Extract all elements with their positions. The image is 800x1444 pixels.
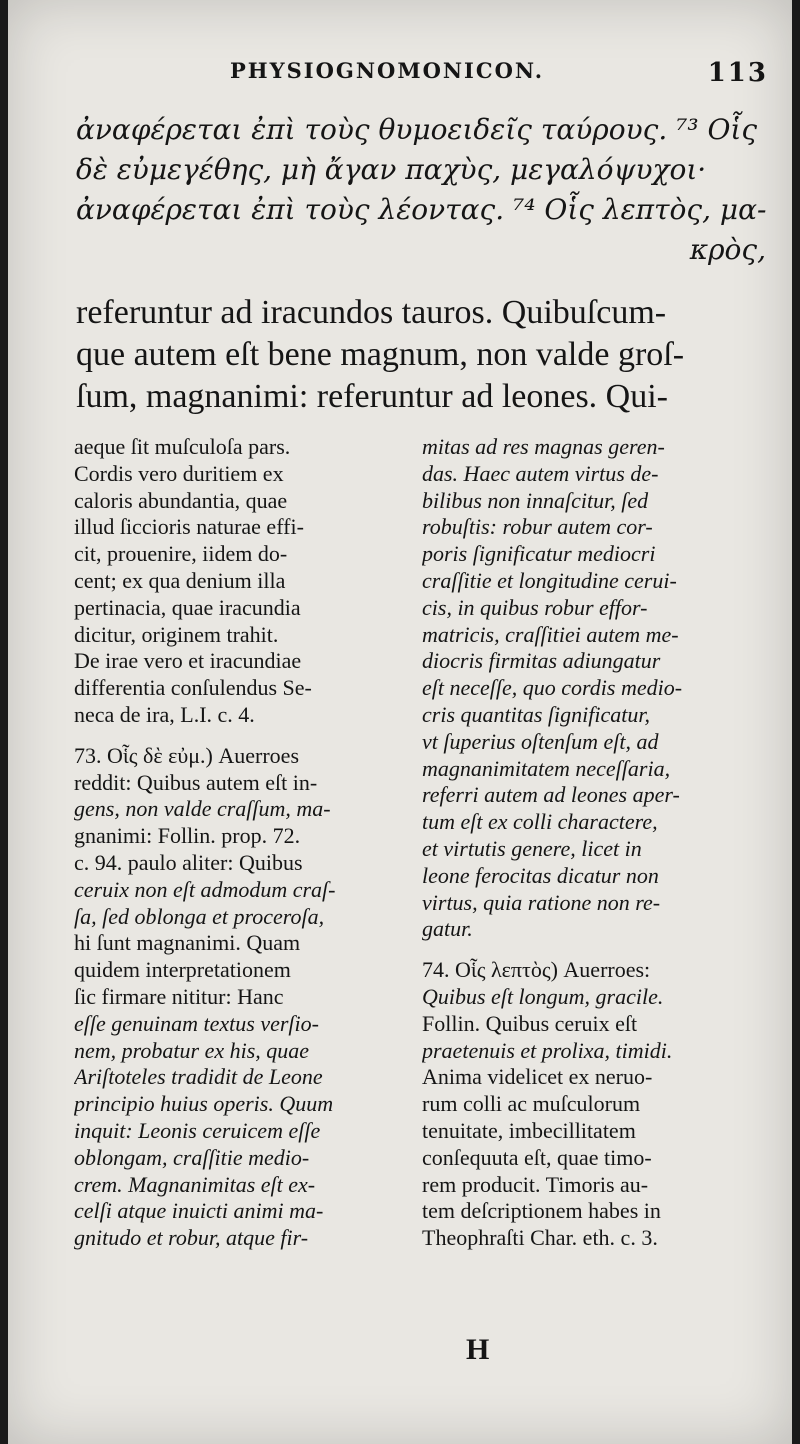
commentary-line: Anima videlicet ex neruo- bbox=[422, 1064, 653, 1090]
commentary-line: Follin. Quibus ceruix eſt bbox=[422, 1010, 638, 1036]
greek-line: κρὸς, bbox=[689, 233, 766, 266]
commentary-line: diocris firmitas adiungatur bbox=[422, 648, 661, 674]
greek-text-block bbox=[76, 110, 776, 270]
commentary-line: dicitur, originem trahit. bbox=[74, 621, 279, 647]
commentary-line: ceruix non eſt admodum craſ- bbox=[74, 876, 336, 902]
commentary-line: eſſe genuinam textus verſio- bbox=[74, 1010, 319, 1036]
commentary-line: gatur. bbox=[422, 916, 473, 942]
commentary-line: cit, prouenire, iidem do- bbox=[74, 541, 288, 567]
commentary-line: crem. Magnanimitas eſt ex- bbox=[74, 1171, 316, 1197]
greek-line: ἀναφέρεται ἐπὶ τοὺς θυμοειδεῖς ταύρους. ⁷³ Οἷς bbox=[76, 113, 758, 146]
commentary-line: gnanimi: Follin. prop. 72. bbox=[74, 823, 301, 849]
commentary-line: c. 94. paulo aliter: Quibus bbox=[74, 849, 303, 875]
commentary-line: eſt neceſſe, quo cordis medio- bbox=[422, 675, 683, 701]
latin-line: referuntur ad iracundos tauros. Quibuſcum- bbox=[76, 294, 667, 331]
greek-line: ἀναφέρεται ἐπὶ τοὺς λέοντας. ⁷⁴ Οἷς λεπτὸς, μα- bbox=[76, 193, 767, 226]
commentary-line: praetenuis et prolixa, timidi. bbox=[422, 1037, 673, 1063]
commentary-line: conſequuta eſt, quae timo- bbox=[422, 1144, 652, 1170]
page-number: 113 bbox=[707, 58, 768, 88]
commentary-line: craſſitie et longitudine cerui- bbox=[422, 567, 677, 593]
commentary-line: tem deſcriptionem habes in bbox=[422, 1198, 661, 1224]
commentary-line: mitas ad res magnas geren- bbox=[422, 434, 665, 459]
commentary-line: De irae vero et iracundiae bbox=[74, 648, 302, 674]
commentary-line: quidem interpretationem bbox=[74, 957, 291, 983]
commentary-line: Theophraſti Char. eth. c. 3. bbox=[422, 1225, 658, 1251]
commentary-line: 74. Οἷς λεπτὸς) Auerroes: bbox=[422, 957, 651, 983]
commentary-line: bilibus non innaſcitur, ſed bbox=[422, 487, 649, 513]
commentary-line: celſi atque inuicti animi ma- bbox=[74, 1198, 324, 1224]
commentary-line: hi ſunt magnanimi. Quam bbox=[74, 930, 301, 956]
commentary-line: magnanimitatem neceſſaria, bbox=[422, 755, 671, 781]
commentary-line: Cordis vero duritiem ex bbox=[74, 460, 284, 486]
commentary-line: gens, non valde craſſum, ma- bbox=[74, 796, 331, 822]
commentary-line: differentia conſulendus Se- bbox=[74, 675, 312, 701]
commentary-line: leone ferocitas dicatur non bbox=[422, 862, 659, 888]
commentary-line: 73. Οἷς δὲ εὐμ.) Auerroes bbox=[74, 742, 300, 768]
latin-translation-block bbox=[76, 292, 782, 418]
commentary-line: cis, in quibus robur effor- bbox=[422, 594, 648, 620]
commentary-line: tenuitate, imbecillitatem bbox=[422, 1117, 636, 1143]
commentary-line: aeque ſit muſculoſa pars. bbox=[74, 434, 291, 459]
running-title: PHYSIOGNOMONICON. bbox=[230, 58, 545, 83]
commentary-line: referri autem ad leones aper- bbox=[422, 782, 680, 808]
commentary-right-column bbox=[422, 434, 774, 1252]
running-head bbox=[8, 52, 792, 92]
commentary-line: cent; ex qua denium illa bbox=[74, 567, 286, 593]
commentary-line: pertinacia, quae iracundia bbox=[74, 594, 301, 620]
commentary-line: ſic firmare nititur: Hanc bbox=[74, 983, 284, 1009]
commentary-line: Ariſtoteles tradidit de Leone bbox=[74, 1064, 323, 1090]
commentary-line: robuſtis: robur autem cor- bbox=[422, 514, 653, 540]
paragraph-gap bbox=[422, 943, 774, 957]
signature-mark: H bbox=[466, 1333, 490, 1366]
greek-line: δὲ εὐμεγέθης, μὴ ἄγαν παχὺς, μεγαλόψυχοι· bbox=[76, 153, 707, 186]
commentary-line: tum eſt ex colli charactere, bbox=[422, 809, 658, 835]
commentary-line: poris ſignificatur mediocri bbox=[422, 541, 656, 567]
commentary-line: rem producit. Timoris au- bbox=[422, 1171, 649, 1197]
commentary-line: et virtutis genere, licet in bbox=[422, 835, 642, 861]
paragraph-gap bbox=[74, 729, 392, 743]
latin-line: que autem eſt bene magnum, non valde groſ- bbox=[76, 336, 685, 373]
commentary-line: illud ſiccioris naturae effi- bbox=[74, 514, 304, 540]
commentary-line: cris quantitas ſignificatur, bbox=[422, 701, 650, 727]
commentary-line: das. Haec autem virtus de- bbox=[422, 460, 659, 486]
commentary-line: oblongam, craſſitie medio- bbox=[74, 1144, 310, 1170]
commentary-line: rum colli ac muſculorum bbox=[422, 1091, 641, 1117]
commentary-line: caloris abundantia, quae bbox=[74, 487, 288, 513]
commentary-line: vt ſuperius oſtenſum eſt, ad bbox=[422, 728, 659, 754]
latin-line: ſum, magnanimi: referuntur ad leones. Qui- bbox=[76, 378, 668, 415]
commentary-line: principio huius operis. Quum bbox=[74, 1091, 334, 1117]
commentary-line: inquit: Leonis ceruicem eſſe bbox=[74, 1117, 321, 1143]
commentary-line: nem, probatur ex his, quae bbox=[74, 1037, 310, 1063]
commentary-line: matricis, craſſitiei autem me- bbox=[422, 621, 679, 647]
commentary-line: neca de ira, L.I. c. 4. bbox=[74, 701, 255, 727]
commentary-line: gnitudo et robur, atque fir- bbox=[74, 1225, 309, 1251]
commentary-left-column bbox=[74, 434, 392, 1252]
commentary-line: Quibus eſt longum, gracile. bbox=[422, 983, 664, 1009]
commentary-line: ſa, ſed oblonga et proceroſa, bbox=[74, 903, 325, 929]
book-page bbox=[8, 0, 792, 1444]
commentary-line: virtus, quia ratione non re- bbox=[422, 889, 661, 915]
commentary-line: reddit: Quibus autem eſt in- bbox=[74, 769, 318, 795]
